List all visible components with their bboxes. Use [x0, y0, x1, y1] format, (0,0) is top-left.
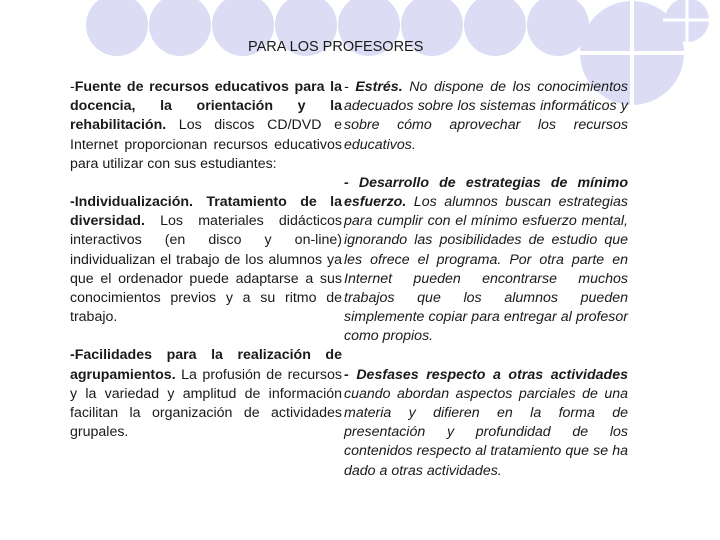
- circle-left-1: [86, 0, 148, 56]
- left-paragraph-1-heading: Fuente de recursos educativos para la docencia, la orientación y la rehabilitación.: [70, 79, 342, 134]
- left-paragraph-2-heading: -Individualización. Tratamiento de la diversidad.: [70, 194, 342, 230]
- circle-left-7: [464, 0, 526, 56]
- right-paragraph-3-body: cuando abordan aspectos parciales de una materia y difieren en la forma de presentación y profundidad de los contenidos respecto al tratamiento que se ha dado a otras actividades.: [344, 385, 628, 479]
- right-paragraph-3-heading: - Desfases respecto a otras actividades: [344, 366, 628, 383]
- right-paragraph-2-heading: - Desarrollo de estrategias de mínimo esfuerzo.: [344, 174, 628, 211]
- left-column: [70, 78, 342, 461]
- left-paragraph-2-body: Los materiales didácticos interactivos (en disco y on-line) individualizan el trabajo de los alumnos ya que el ordenador puede adaptarse a sus conocimientos previos y a su ritmo de trabajo.: [70, 213, 342, 326]
- left-paragraph-1-body: Los discos CD/DVD e Internet proporcionan recursos educativos para utilizar con sus estudiantes:: [70, 117, 342, 172]
- right-paragraph-1-prefix: -: [344, 79, 356, 95]
- left-paragraph-3: [70, 346, 342, 442]
- right-paragraph-1-body: No dispone de los conocimientos adecuados sobre los sistemas informáticos y sobre cómo aprovechar los recursos educativos.: [344, 79, 628, 153]
- left-paragraph-2: [70, 193, 342, 327]
- right-paragraph-2-body: Los alumnos buscan estrategias para cumplir con el mínimo esfuerzo mental, ignorando las posibilidades de estudio que les ofrece el programa. Por otra parte en Internet pueden encontrarse muchos trabajos que los alumnos pueden simplemente copiar para entregar al profesor como propios.: [344, 194, 628, 345]
- left-paragraph-1: [70, 78, 342, 174]
- circle-left-8: [527, 0, 589, 56]
- right-column: [344, 78, 628, 500]
- right-paragraph-2: [344, 174, 628, 347]
- right-paragraph-3: [344, 366, 628, 481]
- right-paragraph-1-heading: Estrés.: [355, 79, 403, 95]
- right-paragraph-1: [344, 78, 628, 155]
- circle-left-2: [149, 0, 211, 56]
- left-paragraph-3-heading: -Facilidades para la realización de agrupamientos.: [70, 347, 342, 383]
- page-title: PARA LOS PROFESORES: [248, 39, 424, 55]
- left-paragraph-3-body: La profusión de recursos y la variedad y amplitud de información facilitan la organización de actividades grupales.: [70, 366, 342, 441]
- left-paragraph-1-prefix: -: [70, 79, 75, 95]
